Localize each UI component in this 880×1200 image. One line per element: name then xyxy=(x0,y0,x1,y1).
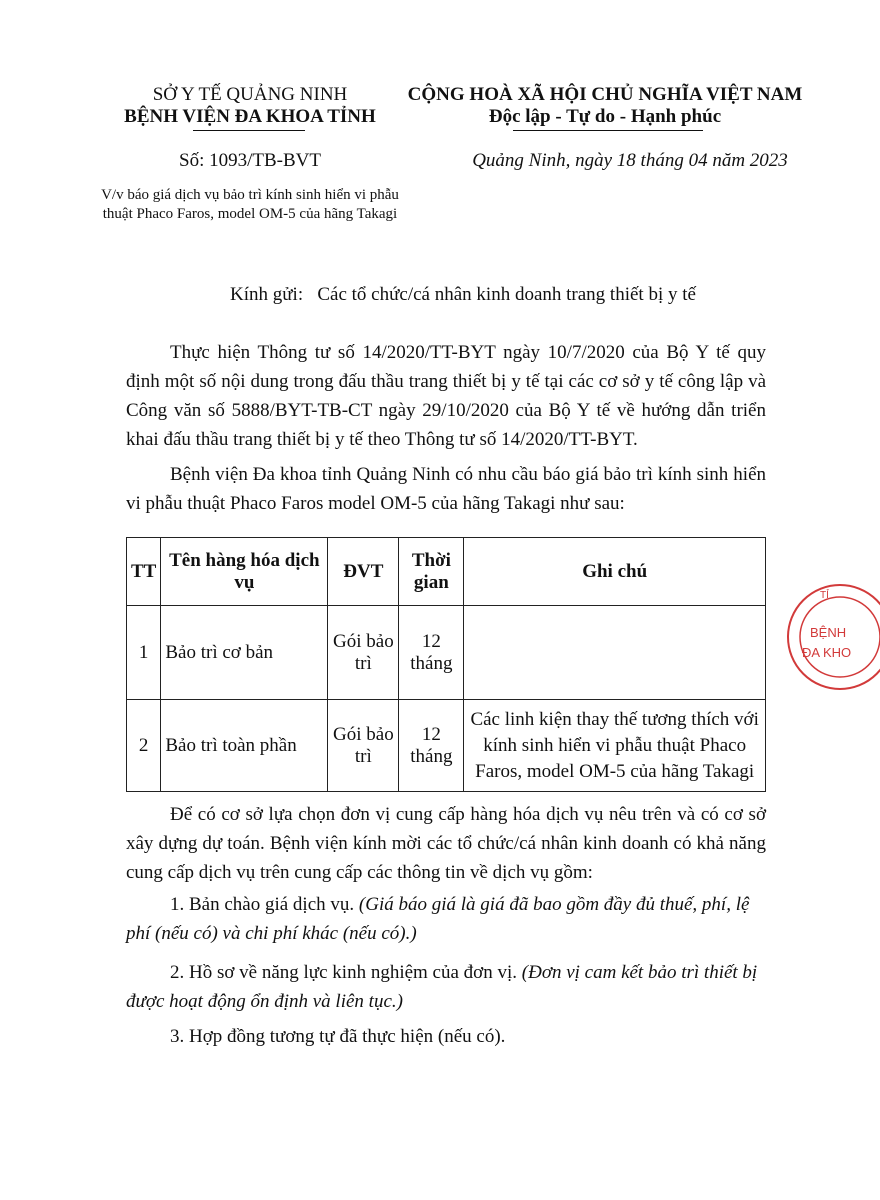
issuer-underline xyxy=(193,130,305,131)
recipient-line xyxy=(230,284,696,306)
table-row xyxy=(127,606,766,700)
issuer-hospital: BỆNH VIỆN ĐA KHOA TỈNH xyxy=(124,106,376,127)
list-item-text: 1. Bản chào giá dịch vụ. xyxy=(170,894,355,915)
cell-time: 12 tháng xyxy=(399,606,464,700)
cell-note xyxy=(464,606,766,700)
cell-tt: 2 xyxy=(127,700,161,792)
list-item xyxy=(126,958,766,1016)
issuer-block xyxy=(100,84,400,128)
cell-unit: Gói bảo trì xyxy=(328,700,399,792)
recipient-value: Các tổ chức/cá nhân kinh doanh trang thiết bị y tế xyxy=(317,284,696,305)
paragraph-invitation: Để có cơ sở lựa chọn đơn vị cung cấp hàng hóa dịch vụ nêu trên và có cơ sở xây dựng dự toán. Bệnh viện kính mời các tổ chức/cá nhân kinh doanh có khả năng cung cấp dịch vụ trên cung cấp các thông tin về dịch vụ gồm: xyxy=(126,804,766,883)
list-item xyxy=(126,890,766,948)
list-item xyxy=(126,1022,766,1051)
cell-tt: 1 xyxy=(127,606,161,700)
document-number: Số: 1093/TB-BVT xyxy=(179,150,321,171)
document-subject: V/v báo giá dịch vụ bảo trì kính sinh hiển vi phẫu thuật Phaco Faros, model OM-5 của hãng Takagi xyxy=(101,187,399,222)
table-header-row xyxy=(127,538,766,606)
list-item-text: 2. Hồ sơ về năng lực kinh nghiệm của đơn vị. xyxy=(170,962,518,983)
paragraph-request: Bệnh viện Đa khoa tỉnh Quảng Ninh có nhu cầu báo giá bảo trì kính sinh hiển vi phẫu thuật Phaco Faros model OM-5 của hãng Takagi như sau: xyxy=(126,464,766,514)
document-date: Quảng Ninh, ngày 18 tháng 04 năm 2023 xyxy=(472,150,788,171)
national-motto-block xyxy=(405,84,805,128)
official-seal xyxy=(770,582,880,692)
issuer-department: SỞ Y TẾ QUẢNG NINH xyxy=(152,84,348,105)
list-item-text: 3. Hợp đồng tương tự đã thực hiện (nếu có). xyxy=(170,1026,506,1047)
motto-underline xyxy=(513,130,703,131)
country-name: CỘNG HOÀ XÃ HỘI CHỦ NGHĨA VIỆT NAM xyxy=(407,84,803,105)
col-header-tt: TT xyxy=(127,538,161,606)
col-header-unit: ĐVT xyxy=(328,538,399,606)
list-item-note: (Giá báo giá là giá đã bao gồm đầy đủ thuế, phí, lệ phí (nếu có) và chi phí khác (nếu có).) xyxy=(126,894,750,944)
cell-unit: Gói bảo trì xyxy=(328,606,399,700)
cell-name: Bảo trì toàn phần xyxy=(161,700,328,792)
col-header-name: Tên hàng hóa dịch vụ xyxy=(161,538,328,606)
seal-ring-text: TỈ xyxy=(820,590,829,601)
paragraph-legal-basis: Thực hiện Thông tư số 14/2020/TT-BYT ngày 10/7/2020 của Bộ Y tế quy định một số nội dung trong đấu thầu trang thiết bị y tế tại các cơ sở y tế công lập và Công văn số 5888/BYT-TB-CT ngày 29/10/2020 của Bộ Y tế về hướng dẫn triển khai đấu thầu trang thiết bị y tế theo Thông tư số 14/2020/TT-BYT. xyxy=(126,342,766,450)
seal-line-2: ĐA KHO xyxy=(802,645,852,660)
cell-name: Bảo trì cơ bản xyxy=(161,606,328,700)
seal-line-1: BỆNH xyxy=(810,625,847,640)
col-header-note: Ghi chú xyxy=(464,538,766,606)
recipient-label: Kính gửi: xyxy=(230,284,304,305)
col-header-time: Thời gian xyxy=(399,538,464,606)
list-item-note: (Đơn vị cam kết bảo trì thiết bị được hoạt động ổn định và liên tục.) xyxy=(126,962,758,1012)
cell-note: Các linh kiện thay thế tương thích với kính sinh hiển vi phẫu thuật Phaco Faros, model OM-5 của hãng Takagi xyxy=(464,700,766,792)
motto: Độc lập - Tự do - Hạnh phúc xyxy=(488,106,722,127)
service-table xyxy=(126,537,766,792)
cell-time: 12 tháng xyxy=(399,700,464,792)
table-row xyxy=(127,700,766,792)
